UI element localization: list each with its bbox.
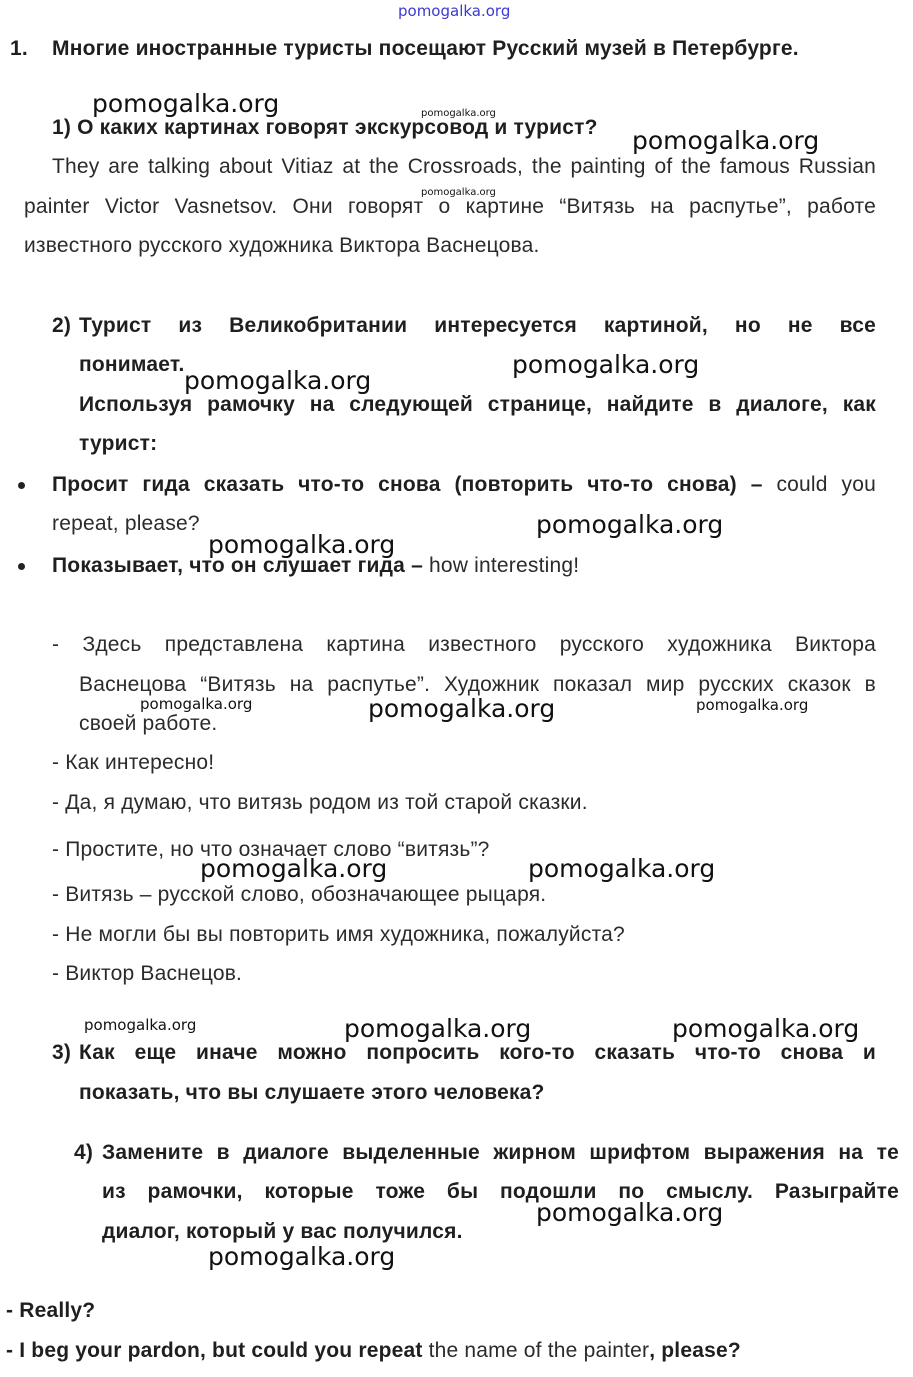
bullet-1-normal: could you bbox=[762, 473, 876, 496]
watermark: pomogalka.org bbox=[696, 696, 809, 714]
watermark: pomogalka.org bbox=[344, 1014, 532, 1043]
dialogue-line: - Простите, но что означает слово “витязь”? bbox=[52, 838, 490, 861]
watermark: pomogalka.org bbox=[512, 350, 700, 379]
question-4-number: 4) bbox=[74, 1141, 94, 1164]
question-3-line-2: показать, что вы слушаете этого человека? bbox=[79, 1081, 545, 1104]
bullet-1-line-2: repeat, please? bbox=[52, 512, 200, 535]
task-number: 1. bbox=[10, 37, 28, 60]
question-2-line-3: Используя рамочку на следующей странице, найдите в диалоге, как bbox=[79, 393, 876, 416]
answer-1-line-2: painter Victor Vasnetsov. Они говорят о картине “Витязь на распутье”, работе bbox=[24, 195, 876, 218]
watermark: pomogalka.org bbox=[92, 89, 280, 118]
answer-really: - Really? bbox=[6, 1299, 96, 1322]
header-watermark: pomogalka.org bbox=[398, 2, 511, 20]
dialogue-line: - Как интересно! bbox=[52, 751, 215, 774]
bullet-dot bbox=[18, 563, 25, 570]
watermark: pomogalka.org bbox=[208, 1242, 396, 1271]
dialogue-line: - Витязь – русской слово, обозначающее рыцаря. bbox=[52, 883, 547, 906]
dialogue-line-1: - Здесь представлена картина известного русского художника Виктора bbox=[52, 633, 876, 656]
dialogue-line-3: своей работе. bbox=[79, 712, 218, 735]
dialogue-line: - Да, я думаю, что витязь родом из той старой сказки. bbox=[52, 791, 588, 814]
watermark: pomogalka.org bbox=[421, 108, 496, 119]
watermark: pomogalka.org bbox=[184, 366, 372, 395]
question-1: 1) О каких картинах говорят экскурсовод и турист? bbox=[52, 116, 598, 139]
bullet-1-line-1 bbox=[52, 473, 876, 497]
answer-pardon-bold: - I beg your pardon, but could you repeat bbox=[6, 1339, 423, 1362]
answer-1-line-3: известного русского художника Виктора Васнецова. bbox=[24, 234, 540, 257]
watermark: pomogalka.org bbox=[536, 1198, 724, 1227]
answer-pardon-normal: the name of the painter bbox=[422, 1339, 650, 1362]
dialogue-line-2: Васнецова “Витязь на распутье”. Художник показал мир русских сказок в bbox=[79, 673, 876, 696]
bullet-dot bbox=[18, 482, 25, 489]
task-title: Многие иностранные туристы посещают Русский музей в Петербурге. bbox=[52, 37, 799, 60]
bullet-2-normal: how interesting! bbox=[422, 554, 580, 577]
question-4-line-3: диалог, который у вас получился. bbox=[102, 1220, 463, 1243]
question-3-number: 3) bbox=[52, 1041, 72, 1064]
bullet-2-bold: Показывает, что он слушает гида – bbox=[52, 554, 423, 577]
watermark: pomogalka.org bbox=[528, 854, 716, 883]
watermark: pomogalka.org bbox=[200, 854, 388, 883]
question-2-line-2: понимает. bbox=[79, 353, 185, 376]
watermark: pomogalka.org bbox=[208, 530, 396, 559]
watermark: pomogalka.org bbox=[421, 187, 496, 198]
question-3-line-1: Как еще иначе можно попросить кого-то сказать что-то снова и bbox=[79, 1041, 876, 1064]
dialogue-line: - Виктор Васнецов. bbox=[52, 962, 243, 985]
watermark: pomogalka.org bbox=[536, 510, 724, 539]
answer-pardon-bold-2: , please? bbox=[649, 1339, 741, 1362]
question-2-line-4: турист: bbox=[79, 432, 158, 455]
question-4-line-1: Замените в диалоге выделенные жирном шрифтом выражения на те bbox=[102, 1141, 899, 1164]
watermark: pomogalka.org bbox=[672, 1014, 860, 1043]
question-4-line-2: из рамочки, которые тоже бы подошли по смыслу. Разыграйте bbox=[102, 1180, 899, 1203]
watermark: pomogalka.org bbox=[84, 1016, 197, 1034]
watermark: pomogalka.org bbox=[368, 694, 556, 723]
watermark: pomogalka.org bbox=[632, 126, 820, 155]
watermark: pomogalka.org bbox=[140, 695, 253, 713]
dialogue-line: - Не могли бы вы повторить имя художника, пожалуйста? bbox=[52, 923, 625, 946]
bullet-1-bold: Просит гида сказать что-то снова (повторить что-то снова) – bbox=[52, 473, 763, 496]
answer-pardon bbox=[6, 1339, 741, 1363]
question-2-line-1: Турист из Великобритании интересуется картиной, но не все bbox=[79, 314, 876, 337]
question-2-number: 2) bbox=[52, 314, 72, 337]
answer-1-line-1: They are talking about Vitiaz at the Crossroads, the painting of the famous Russian bbox=[52, 155, 876, 178]
